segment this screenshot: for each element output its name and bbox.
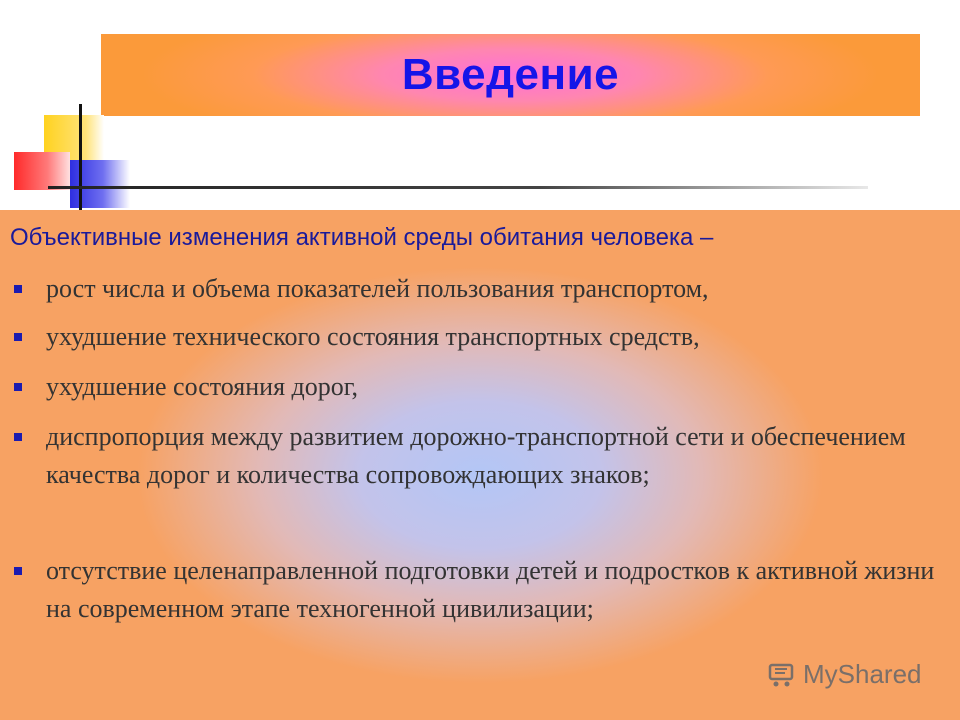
square-bullet-icon [14,433,22,441]
bullet-text: ухудшение состояния дорог, [46,372,358,401]
bullet-text: ухудшение технического состояния транспортных средств, [46,322,700,351]
square-bullet-icon [14,383,22,391]
slide-title: Введение [401,50,620,99]
decor-vertical-line [79,104,82,212]
bullet-text: отсутствие целенаправленной подготовки детей и подростков к активной жизни на современном этапе техногенной цивилизации; [46,556,935,623]
title-bar [101,34,920,116]
content-area [0,210,960,720]
bullet-text: рост числа и объема показателей пользования транспортом, [46,274,709,303]
square-bullet-icon [14,333,22,341]
square-bullet-icon [14,285,22,293]
decor-horizontal-line [48,186,868,189]
watermark [767,656,927,692]
lead-text: Объективные изменения активной среды обитания человека – [10,224,714,251]
square-bullet-icon [14,567,22,575]
watermark-text: MyShared [803,658,922,689]
bullet-text: диспропорция между развитием дорожно-транспортной сети и обеспечением качества дорог и количества сопровождающих знаков; [46,422,906,489]
cart-icon [767,659,797,689]
decor-red-square [14,152,70,190]
